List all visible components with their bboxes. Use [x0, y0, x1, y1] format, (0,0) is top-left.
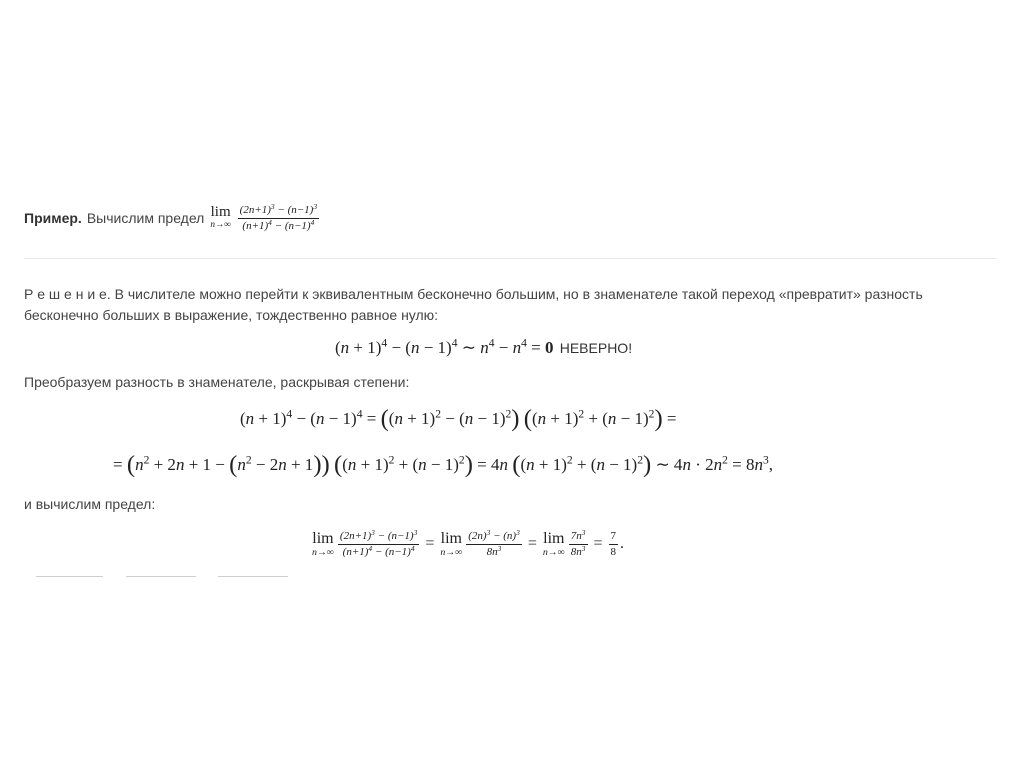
formula-limit: lim n→∞ $\frac{(2n+1)^3 - (n-1)^3}{(n+1)^4 - (n-1)^4}$ = lim n→∞ $\frac{(2n)^3 - (n)^3}{8n^3}$ = lim n→∞ $\frac{7n^3}{8n^3}$ = $\frac{7}{8}$ .: [312, 527, 625, 558]
tab-line-3: [218, 576, 288, 577]
section-divider: [24, 258, 996, 259]
transform-text: Преобразуем разность в знаменателе, раскрывая степени:: [24, 374, 410, 390]
solution-label: Р е ш е н и е.: [24, 286, 111, 302]
example-label: Пример.: [24, 210, 82, 226]
solution-line-1: [24, 286, 923, 302]
example-line: [24, 198, 319, 238]
solution-text-1: В числителе можно перейти к эквивалентным бесконечно большим, но в знаменателе такой переход «превратит» разность: [114, 286, 923, 302]
formula-expand-2: = $(n^2 + 2n + 1 - (n^2 - 2n + 1)) ((n + 1)^2 + (n - 1)^2) = 4n$ $((n + 1)^2 + (n - 1)^2)$ ∼ $4n \cdot 2n^2 = 8n^3$,: [113, 451, 774, 478]
solution-line-2: бесконечно больших в выражение, тождественно равное нулю:: [24, 307, 439, 323]
tab-line-1: [36, 576, 103, 577]
formula-wrong: $(n + 1)^4 - (n - 1)^4$ ∼ $n^4 - n^4 = 0$ НЕВЕРНО!: [335, 336, 633, 357]
example-formula: lim n→∞ $\frac{(2n+1)^3 - (n-1)^3}{(n+1)^4 - (n-1)^4}$: [210, 201, 318, 232]
tab-line-2: [126, 576, 196, 577]
example-text: Вычислим предел: [86, 210, 205, 226]
compute-text: и вычислим предел:: [24, 496, 156, 512]
wrong-label: НЕВЕРНО!: [559, 340, 633, 356]
formula-expand-1: $(n + 1)^4 - (n - 1)^4 = ((n + 1)^2 - (n - 1)^2)$ $((n + 1)^2 + (n - 1)^2)$ =: [240, 405, 677, 432]
